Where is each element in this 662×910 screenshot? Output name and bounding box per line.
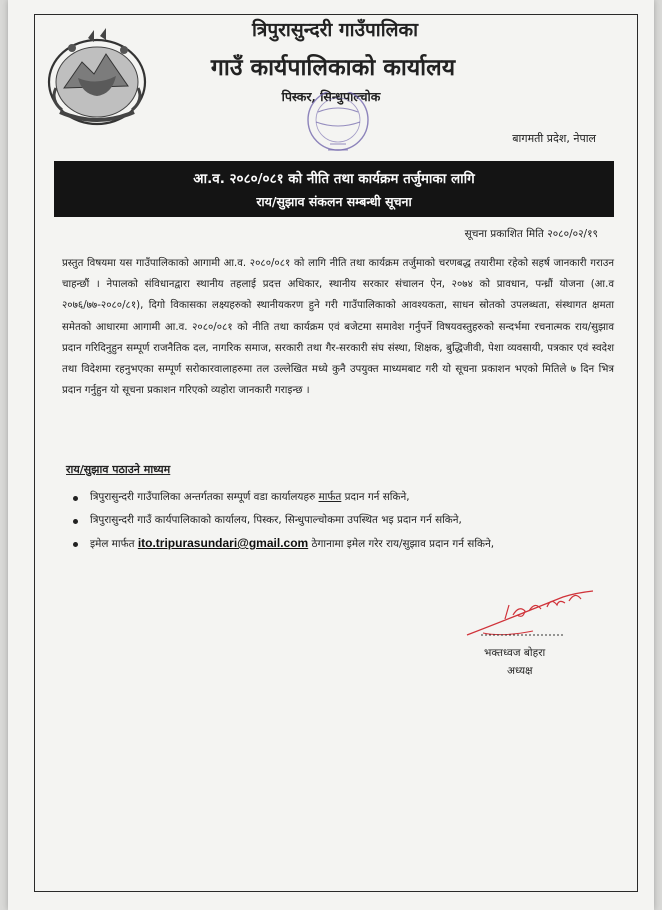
list-item: इमेल मार्फत ito.tripurasundari@gmail.com ठेगानामा इमेल गरेर राय/सुझाव प्रदान गर्न सकिने,	[66, 536, 626, 559]
notice-title-line2: राय/सुझाव संकलन सम्बन्धी सूचना	[256, 194, 412, 209]
notice-body: प्रस्तुत विषयमा यस गाउँपालिकाको आगामी आ.व. २०८०/०८१ को लागि नीति तथा कार्यक्रम तर्जुमाको चरणबद्ध तयारीमा रहेको सहर्ष जानकारी गराउन चाहन्छौं । नेपालको संविधानद्वारा स्थानीय तहलाई प्रदत्त अधिकार, स्थानीय सरकार संचालन ऐन, २०७४ को प्रावधान, पन्ध्रौं योजना (आ.व २०७६/७७-२०८०/८१), दिगो विकासका लक्ष्यहरुको स्थानीयकरण हुने गरी गाउँपालिकाको आवश्यकता, साधन स्रोतको उपलब्धता, संस्थागत क्षमता समेतको आधारमा आगामी आ.व. २०८०/०८१ को नीति तथा कार्यक्रम एवं बजेटमा समावेश गर्नुपर्ने विषयवस्तुहरुको सन्दर्भमा रचनात्मक राय/सुझाव प्रदान गरिदिनुहुन सम्पूर्ण राजनैतिक दल, नागरिक समाज, सरकारी तथा गैर-सरकारी संघ संस्था, शिक्षक, बुद्धिजीवी, पेशा व्यवसायी, पत्रकार एवं स्वदेश तथा विदेशमा रहनुभएका सम्पूर्ण सरोकारवालाहरुमा तल उल्लेखित मध्ये कुनै उपयुक्त माध्यमबाट गरी यो सूचना प्रकाशन भएको मितिले ७ दिन भित्र प्रदान गर्नुहुन यो सूचना प्रकाशन गरिएको व्यहोरा जानकारी गराइन्छ ।	[62, 258, 614, 397]
handwritten-signature-icon	[463, 585, 603, 645]
publication-date: सूचना प्रकाशित मिति २०८०/०२/१९	[464, 228, 598, 240]
province-label: बागमती प्रदेश, नेपाल	[512, 132, 596, 145]
bullet-icon	[73, 542, 78, 547]
notice-title-line1: आ.व. २०८०/०८१ को नीति तथा कार्यक्रम तर्जुमाका लागि	[193, 171, 475, 187]
office-address: पिस्कर, सिन्धुपाल्चोक	[281, 89, 381, 104]
document-page	[8, 0, 654, 910]
channels-list	[66, 490, 626, 559]
bullet-icon	[73, 519, 78, 524]
notice-title-banner	[54, 161, 614, 217]
office-name: गाउँ कार्यपालिकाको कार्यालय	[210, 54, 456, 81]
list-item: त्रिपुरासुन्दरी गाउँ कार्यपालिकाको कार्यालय, पिस्कर, सिन्धुपाल्चोकमा उपस्थित भइ प्रदान गर्न सकिने,	[66, 513, 626, 536]
signatory-title: अध्यक्ष	[507, 665, 533, 677]
municipality-name: त्रिपुरासुन्दरी गाउँपालिका	[251, 19, 419, 41]
office-stamp-icon	[278, 92, 398, 162]
list-item: त्रिपुरासुन्दरी गाउँपालिका अन्तर्गतका सम्पूर्ण वडा कार्यालयहरु मार्फत प्रदान गर्न सकिने,	[66, 490, 626, 513]
bullet-icon	[73, 496, 78, 501]
email-link[interactable]: ito.tripurasundari@gmail.com	[137, 536, 309, 550]
channels-heading: राय/सुझाव पठाउने माध्यम	[66, 463, 171, 476]
signatory-name: भक्तध्वज बोहरा	[484, 647, 546, 659]
